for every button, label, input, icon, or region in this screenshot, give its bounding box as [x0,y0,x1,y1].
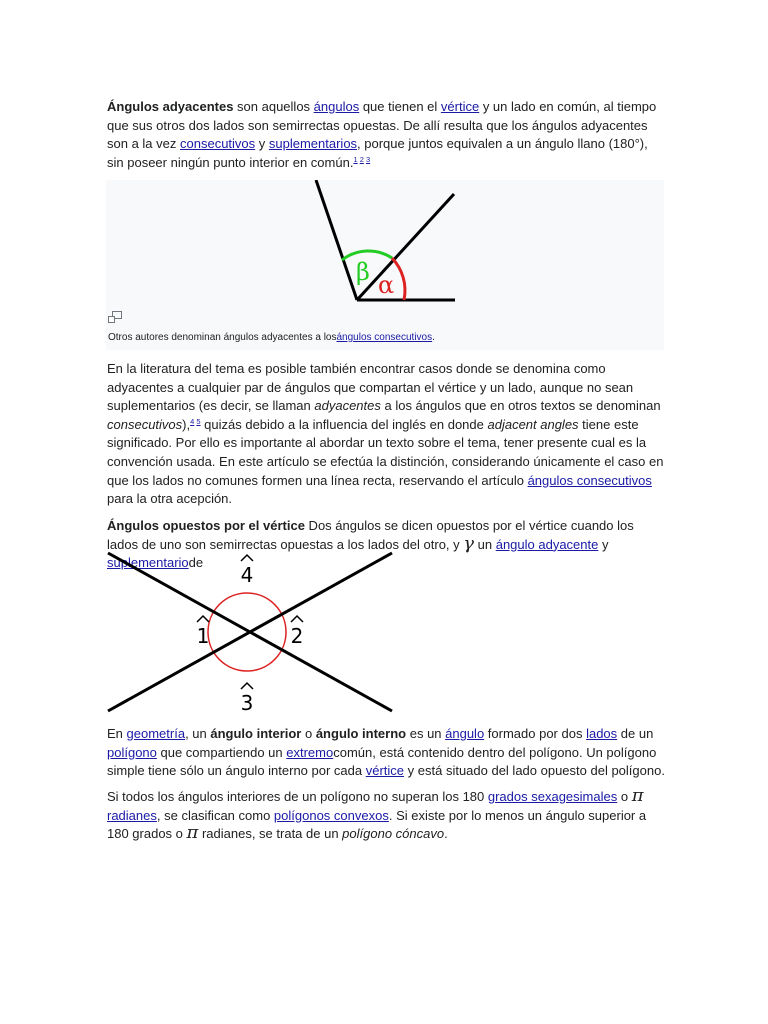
text: a los ángulos que en otros textos se denominan [380,398,661,414]
text: que tienen el [359,99,441,114]
emphasis: consecutivos [107,416,183,432]
text: son aquellos [233,99,314,114]
term-adjacent-angles: Ángulos adyacentes [107,99,234,114]
hat-4 [241,555,253,561]
link-extremo[interactable]: extremo [286,744,334,760]
caption-link-angulos-consecutivos[interactable]: ángulos consecutivos [336,332,433,343]
text: o [301,726,316,741]
link-poligonos-convexos[interactable]: polígonos convexos [273,807,389,823]
text: . [444,826,448,842]
text: ), [182,416,191,432]
link-geometria[interactable]: geometría [126,726,186,741]
link-grados-sexagesimales[interactable]: grados sexagesimales [487,789,618,804]
link-angulo[interactable]: ángulo [445,726,485,741]
alpha-label: α [378,271,395,299]
paragraph-adjacent-angles [107,98,667,172]
reference-3[interactable]: 3 [365,154,371,164]
paragraph-convex-polygons [107,785,667,844]
figure-vertical-angles [106,550,396,720]
text: para la otra acepción. [107,491,233,507]
paragraph-interior-angle [107,725,667,781]
emphasis: polígono cóncavo [342,826,445,842]
angle-label-1: 1 [196,624,210,648]
emphasis: adjacent angles [487,416,579,432]
term-vertical-angles: Ángulos opuestos por el vértice [107,518,305,533]
term-interior-angle: ángulo interior [210,726,302,741]
figure-caption [108,332,435,343]
term-internal-angle: ángulo interno [315,726,407,741]
text: formado por dos [484,726,587,741]
caption-text: Otros autores denominan ángulos adyacentes a los [108,332,337,343]
text: es un [406,726,446,741]
adjacent-angles-diagram [106,180,664,310]
text: , porque juntos equivalen a un ángulo llano (180°), sin poseer ningún punto interior en común. [107,136,648,170]
text: un [474,536,496,552]
text: En [107,726,127,741]
text: . Si existe por lo menos un ángulo superior a 180 grados o [107,807,647,842]
link-suplementarios[interactable]: suplementarios [268,136,358,152]
hat-3 [241,683,253,689]
text: radianes, se trata de un [198,826,343,842]
angle-label-4: 4 [240,563,254,587]
link-radianes[interactable]: radianes [107,807,157,823]
text: tiene este significado. Por ello es importante al abordar un texto sobre el tema, tener presente cual es la convención usada. En este artículo se efectúa la distinción, considerando únicamente el caso en que los lados no comunes formen una línea recta, reservando el artículo [107,416,664,488]
text: , un [185,726,211,741]
hat-1 [197,616,209,622]
link-suplementario[interactable]: suplementario [107,555,189,571]
text: En la literatura del tema es posible también encontrar casos donde se denomina como adyacentes a cualquier par de ángulos que compartan el vértice y un lado, aunque no sean suplementarios (es decir, se llaman [107,361,634,414]
link-angulos-consecutivos[interactable]: ángulos consecutivos [527,472,652,488]
pi-symbol: π [631,785,644,806]
vertical-angles-diagram [106,550,396,720]
text: quizás debido a la influencia del inglés en donde [200,416,488,432]
ray-left [316,180,357,300]
text: que compartiendo un [156,744,287,760]
pi-symbol: π [186,822,199,844]
link-angulo-adyacente[interactable]: ángulo adyacente [495,536,599,552]
figure-adjacent-angles [106,180,664,350]
link-consecutivos[interactable]: consecutivos [180,136,256,152]
text: común, está contenido dentro del polígono. Un polígono simple tiene sólo un ángulo interno por cada [107,744,657,779]
reference-1[interactable]: 1 [353,154,358,164]
reference-4[interactable]: 4 [190,416,195,426]
reference-5[interactable]: 5 [196,416,201,426]
link-poligono[interactable]: polígono [107,744,157,760]
text: y [598,536,609,552]
angle-label-3: 3 [240,691,254,715]
angle-label-2: 2 [290,624,304,648]
text: de [188,555,204,571]
hat-2 [291,616,303,622]
text: o [617,789,632,804]
text: Dos ángulos se dicen opuestos por el vértice cuando los lados de uno son semirrectas opuestas a los lados del otro, y [107,518,634,552]
link-vertice-2[interactable]: vértice [365,763,405,779]
paragraph-literature [107,360,667,509]
text: , se clasifican como [156,807,274,823]
text: y un lado en común, al tiempo que sus otros dos lados son semirrectas opuestas. De allí resulta que los ángulos adyacentes son a la vez [107,99,657,152]
link-angulos[interactable]: ángulos [313,99,360,114]
text: y está situado del lado opuesto del polígono. [404,763,665,779]
emphasis: adyacentes [314,398,381,414]
enlarge-icon[interactable] [108,311,122,323]
gamma-symbol: γ [463,532,475,554]
text: Si todos los ángulos interiores de un polígono no superan los 180 [107,789,488,804]
text: de un [617,726,654,741]
reference-2[interactable]: 2 [359,154,364,164]
caption-text: . [432,332,435,343]
link-lados[interactable]: lados [586,726,618,741]
beta-label: β [356,258,370,286]
link-vertice[interactable]: vértice [440,99,480,114]
text: y [255,136,269,152]
